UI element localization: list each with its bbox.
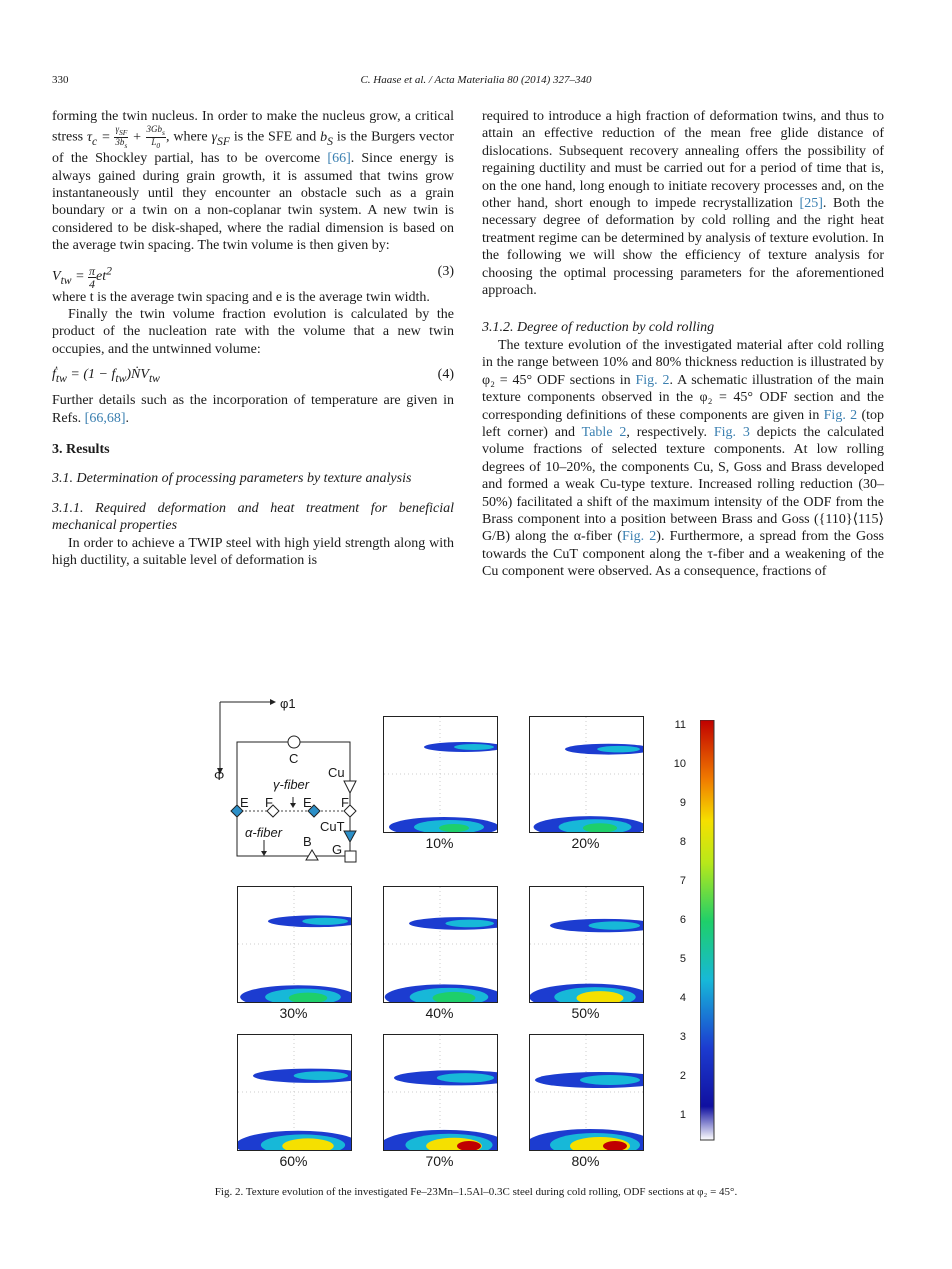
colorbar <box>700 720 740 1150</box>
odf-section-panel <box>237 1034 352 1151</box>
text: required to introduce a high fraction of deformation twins, and thus to attain an effective reduction of the mean free glide distance of dislocations. Subsequent recovery annealing offers the possibility of regaining ductility and must be carried out for a period of time that is, on the one hand, long enough to initiate recovery processes and, on the other hand, short enough to impede recrystallization <box>482 109 884 212</box>
odf-section-panel <box>529 886 644 1003</box>
colorbar-tick-label: 11 <box>674 719 686 731</box>
subsubsection-heading: 3.1.1. Required deformation and heat treatment for beneficial mechanical properties <box>52 500 454 534</box>
running-header: C. Haase et al. / Acta Materialia 80 (2014) 327–340 <box>360 74 592 86</box>
text: is the Burgers vector of the Shockley partial, has to be overcome <box>52 129 455 167</box>
odf-section-panel <box>529 1034 644 1151</box>
table-link[interactable]: Table 2 <box>581 424 627 440</box>
E-label: E <box>303 795 312 810</box>
Phi-label: Φ <box>214 768 225 783</box>
subsubsection-heading: 3.1.2. Degree of reduction by cold rolling <box>482 320 715 336</box>
subsection-heading: 3.1. Determination of processing parameters by texture analysis <box>52 471 412 487</box>
reference-link[interactable]: [66,68] <box>84 410 126 426</box>
equation-3 <box>52 259 454 291</box>
paragraph <box>52 108 454 255</box>
panel-label: 40% <box>425 1005 454 1021</box>
left-column <box>52 108 454 569</box>
right-column <box>482 108 884 581</box>
panel-label: 20% <box>571 835 600 851</box>
paragraph <box>482 337 884 581</box>
math-symbol: $\gamma_{SF}$ <box>211 129 230 148</box>
odf-section-panel <box>383 886 498 1003</box>
reference-link[interactable]: [25] <box>799 196 823 212</box>
E-label: E <box>240 795 249 810</box>
math-symbol: $b_S$ <box>320 129 333 148</box>
odf-section-panel <box>529 716 644 833</box>
colorbar-tick-label: 10 <box>673 758 686 770</box>
panel-label: 50% <box>571 1005 600 1021</box>
figure-caption: Fig. 2. Texture evolution of the investigated Fe–23Mn–1.5Al–0.3C steel during cold rolling, ODF sections at φ₂ = 45°. <box>214 1186 738 1198</box>
colorbar-tick-label: 2 <box>679 1070 686 1082</box>
text: Further details such as the incorporation of temperature are given in Refs. <box>52 393 454 426</box>
section-heading: 3. Results <box>52 442 110 457</box>
colorbar-tick-label: 1 <box>679 1109 686 1121</box>
figure-2 <box>200 694 740 1174</box>
CuT-label: CuT <box>320 819 345 834</box>
gamma-fiber-label: γ-fiber <box>273 777 310 792</box>
colorbar-tick-label: 7 <box>679 875 686 887</box>
Cu-label: Cu <box>328 765 345 780</box>
F-label: F <box>341 795 349 810</box>
reference-link[interactable]: [66] <box>327 151 351 167</box>
C-label: C <box>289 751 299 766</box>
panel-label: 30% <box>279 1005 308 1021</box>
page-number: 330 <box>52 74 69 86</box>
figure-link[interactable]: Fig. 2 <box>823 407 858 423</box>
critical-stress-formula: $\tau_c$ = $\frac{\gamma_{SF}}{3b_s}$ + $\frac{3Gb_s}{L_0}$ <box>87 124 165 150</box>
F-label: F <box>265 795 273 810</box>
paragraph <box>482 108 884 299</box>
equation-4 <box>52 362 454 388</box>
text: forming the twin nucleus. In order to make the nucleus grow, a critical stress <box>52 109 454 145</box>
text: . A schematic illustration of the main texture components observed in the φ₂ = 45° ODF section and the corresponding definitions of these components are given in <box>482 372 884 423</box>
paragraph <box>52 392 454 427</box>
panel-label: 80% <box>571 1153 600 1169</box>
equation-number: (4) <box>437 367 454 383</box>
paragraph: In order to achieve a TWIP steel with high yield strength along with high ductility, a suitable level of deformation is <box>52 535 454 569</box>
colorbar-tick-label: 3 <box>679 1031 686 1043</box>
text: , where <box>165 129 208 145</box>
equation-text: $V_{tw}$ = $\frac{\pi}{4}$ $et^2$ <box>52 263 112 291</box>
colorbar-tick-label: 4 <box>679 992 686 1004</box>
colorbar-tick-label: 6 <box>679 914 686 926</box>
odf-section-panel <box>383 1034 498 1151</box>
odf-section-panel <box>237 886 352 1003</box>
panel-label: 70% <box>425 1153 454 1169</box>
text: The texture evolution of the investigated material after cold rolling in the range between 10% and 80% thickness reduction is illustrated by φ₂ = 45° ODF sections in <box>482 337 884 388</box>
figure-link[interactable]: Fig. 2 <box>621 529 657 545</box>
panel-label: 10% <box>425 835 454 851</box>
text: depicts the calculated volume fractions of selected texture components. At low rolling degrees of 10–20%, the components Cu, S, Goss and Brass developed and formed a weak Cu-type texture. Increased rolling reduction (30–50%) facilitated a shift of the maximum intensity of the ODF from the Brass component into a position between Brass and Goss ({110}⟨115⟩ G/B) along the α-fiber ( <box>482 424 885 545</box>
paragraph: where t is the average twin spacing and e is the average twin width. <box>52 289 430 305</box>
text: . <box>125 410 129 426</box>
text: , respectively. <box>626 424 707 440</box>
B-label: B <box>303 834 312 849</box>
alpha-fiber-label: α-fiber <box>245 825 283 840</box>
text: . Since energy is always gained during grain growth, it is assumed that twins grow instantaneously until they encounter an obstacle such as a grain boundary or a twin on a non-coplanar twin system. A new twin is considered to be disk-shaped, where the radial dimension is based on the average twin spacing. The twin volume is then given by: <box>52 151 455 254</box>
colorbar-tick-label: 5 <box>679 953 686 965</box>
equation-number: (3) <box>437 263 454 279</box>
text: is the SFE and <box>233 129 317 145</box>
equation-text: ḟ$_{tw}$ = $(1 - f_{tw})ṄV_{tw}$ <box>52 367 160 385</box>
odf-section-panel <box>383 716 498 833</box>
colorbar-tick-label: 9 <box>679 797 686 809</box>
paragraph: Finally the twin volume fraction evolution is calculated by the product of the nucleation rate with the volume that a new twin occupies, and the untwinned volume: <box>52 306 454 357</box>
colorbar-tick-label: 8 <box>679 836 686 848</box>
text: . Both the necessary degree of deformation by cold rolling and the right heat treatment regime can be determined by analysis of texture evolution. In the following we will show the efficiency of texture analysis for choosing the optimal processing parameters for the aforementioned approach. <box>482 196 884 299</box>
figure-link[interactable]: Fig. 3 <box>713 424 750 440</box>
text: ). Furthermore, a spread from the Goss towards the CuT component along the τ-fiber and a weakening of the Cu component were observed. As a consequence, fractions of <box>482 529 884 580</box>
figure-link[interactable]: Fig. 2 <box>635 372 670 388</box>
G-label: G <box>332 842 343 857</box>
text: (top left corner) and <box>482 407 885 440</box>
phi1-label: φ1 <box>280 696 296 711</box>
panel-label: 60% <box>279 1153 308 1169</box>
